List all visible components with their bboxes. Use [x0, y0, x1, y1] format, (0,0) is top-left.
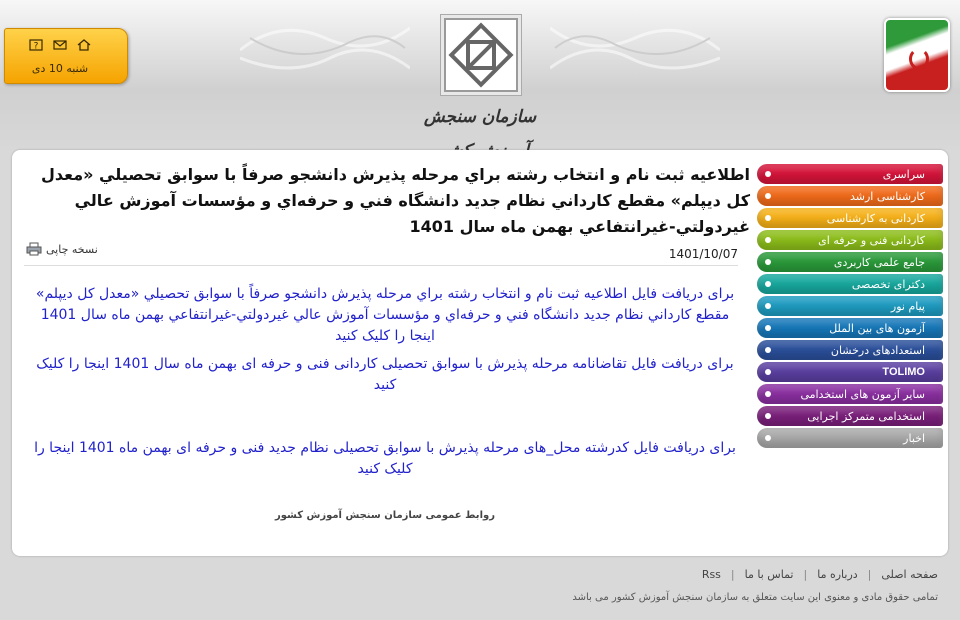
menu-item[interactable] — [757, 208, 943, 228]
menu-item-label: سراسری — [882, 167, 925, 181]
flag-emblem-icon — [909, 48, 929, 70]
date-widget — [4, 28, 128, 84]
separator: | — [730, 568, 735, 581]
menu-item-label: استخدامی متمرکز اجرایی — [807, 409, 925, 423]
menu-item-label: جامع علمی کاربردی — [833, 255, 925, 269]
org-logo[interactable] — [444, 18, 518, 92]
bullet-icon — [765, 391, 771, 397]
bullet-icon — [765, 281, 771, 287]
bullet-icon — [765, 303, 771, 309]
menu-item[interactable] — [757, 164, 943, 184]
logo-emblem-icon — [446, 20, 516, 90]
menu-item-label: کارشناسی ارشد — [849, 189, 925, 203]
menu-item[interactable] — [757, 318, 943, 338]
menu-item[interactable] — [757, 406, 943, 426]
bullet-icon — [765, 435, 771, 441]
sidebar-menu — [757, 164, 943, 450]
menu-item-label: TOLIMO — [882, 366, 925, 378]
footer-link-contact[interactable]: تماس با ما — [744, 568, 794, 581]
bullet-icon — [765, 193, 771, 199]
menu-item[interactable] — [757, 384, 943, 404]
download-field-codes-link[interactable]: برای دریافت فایل کدرشته محل_های مرحله پذیرش با سوابق تحصیلی نظام جدید فنی و حرفه ای بهمن ماه 1401 اینجا را کلیک کنید — [34, 440, 736, 477]
menu-item[interactable] — [757, 362, 943, 382]
download-application-form-link[interactable]: برای دریافت فایل تقاضانامه مرحله پذیرش با سوابق تحصیلی کاردانی فنی و حرفه ای بهمن ماه سال 1401 اینجا را کلیک کنید — [36, 356, 734, 393]
footer-link-home[interactable]: صفحه اصلی — [881, 568, 938, 581]
menu-item-label: دکترای تخصصی — [851, 277, 925, 291]
bullet-icon — [765, 215, 771, 221]
article-title: اطلاعيه ثبت نام و انتخاب رشته براي مرحله پذيرش دانشجو صرفاً با سوابق تحصيلي «معدل كل ديپلم» مقطع كارداني نظام جديد دانشگاه فني و حرفه‌اي و مؤسسات آموزش عالي غيردولتي-غيرانتفاعي بهمن ماه سال 1401 — [41, 165, 750, 236]
divider — [24, 265, 738, 266]
separator: | — [803, 568, 808, 581]
menu-item-label: کاردانی به کارشناسی — [826, 211, 925, 225]
site-header — [0, 0, 960, 150]
org-name-calligraphy: سازمان سنجش — [423, 107, 537, 127]
footer-links — [702, 568, 938, 581]
iran-flag — [884, 18, 950, 92]
footer-link-rss[interactable]: Rss — [701, 568, 721, 581]
footer-link-about[interactable]: درباره ما — [817, 568, 858, 581]
bullet-icon — [765, 171, 771, 177]
menu-item-label: استعدادهای درخشان — [830, 343, 925, 357]
bullet-icon — [765, 237, 771, 243]
print-label: نسخه چاپی — [46, 242, 98, 256]
menu-item-label: کاردانی فنی و حرفه ای — [818, 233, 925, 247]
download-announcement-link[interactable]: برای دریافت فایل اطلاعیه ثبت نام و انتخاب رشته براي مرحله پذيرش دانشجو صرفاً با سوابق تحصيلي «معدل كل ديپلم» مقطع كارداني نظام جديد دانشگاه فني و حرفه‌اي و مؤسسات آموزش عالي غيردولتي-غيرانتفاعي بهمن ماه سال 1401 اینجا را کلیک کنید — [35, 286, 735, 344]
home-icon[interactable] — [77, 39, 91, 51]
menu-item[interactable] — [757, 274, 943, 294]
print-version-link[interactable] — [26, 240, 98, 258]
bullet-icon — [765, 413, 771, 419]
mail-icon[interactable] — [53, 39, 67, 51]
article-credit: روابط عمومی سازمان سنجش آموزش کشور — [275, 510, 495, 521]
bullet-icon — [765, 369, 771, 375]
bullet-icon — [765, 325, 771, 331]
menu-item-label: پیام نور — [890, 299, 925, 313]
printer-icon — [26, 242, 42, 256]
menu-item[interactable] — [757, 186, 943, 206]
menu-item-label: آزمون های بین الملل — [829, 321, 925, 335]
current-date: شنبه 10 دی — [31, 62, 89, 75]
menu-item[interactable] — [757, 230, 943, 250]
separator: | — [867, 568, 872, 581]
copyright-text: تمامی حقوق مادی و معنوی این سایت متعلق به سازمان سنجش آموزش کشور می باشد — [572, 592, 938, 603]
header-ornament — [550, 18, 720, 82]
menu-item[interactable] — [757, 340, 943, 360]
svg-text:?: ? — [33, 41, 39, 51]
menu-item[interactable] — [757, 296, 943, 316]
article-date: 1401/10/07 — [668, 247, 738, 261]
menu-item-label: اخبار — [903, 431, 925, 445]
menu-item[interactable] — [757, 428, 943, 448]
help-icon[interactable] — [29, 39, 43, 51]
menu-item-label: سایر آزمون های استخدامی — [800, 387, 925, 401]
header-ornament — [240, 18, 410, 82]
menu-item[interactable] — [757, 252, 943, 272]
bullet-icon — [765, 347, 771, 353]
bullet-icon — [765, 259, 771, 265]
